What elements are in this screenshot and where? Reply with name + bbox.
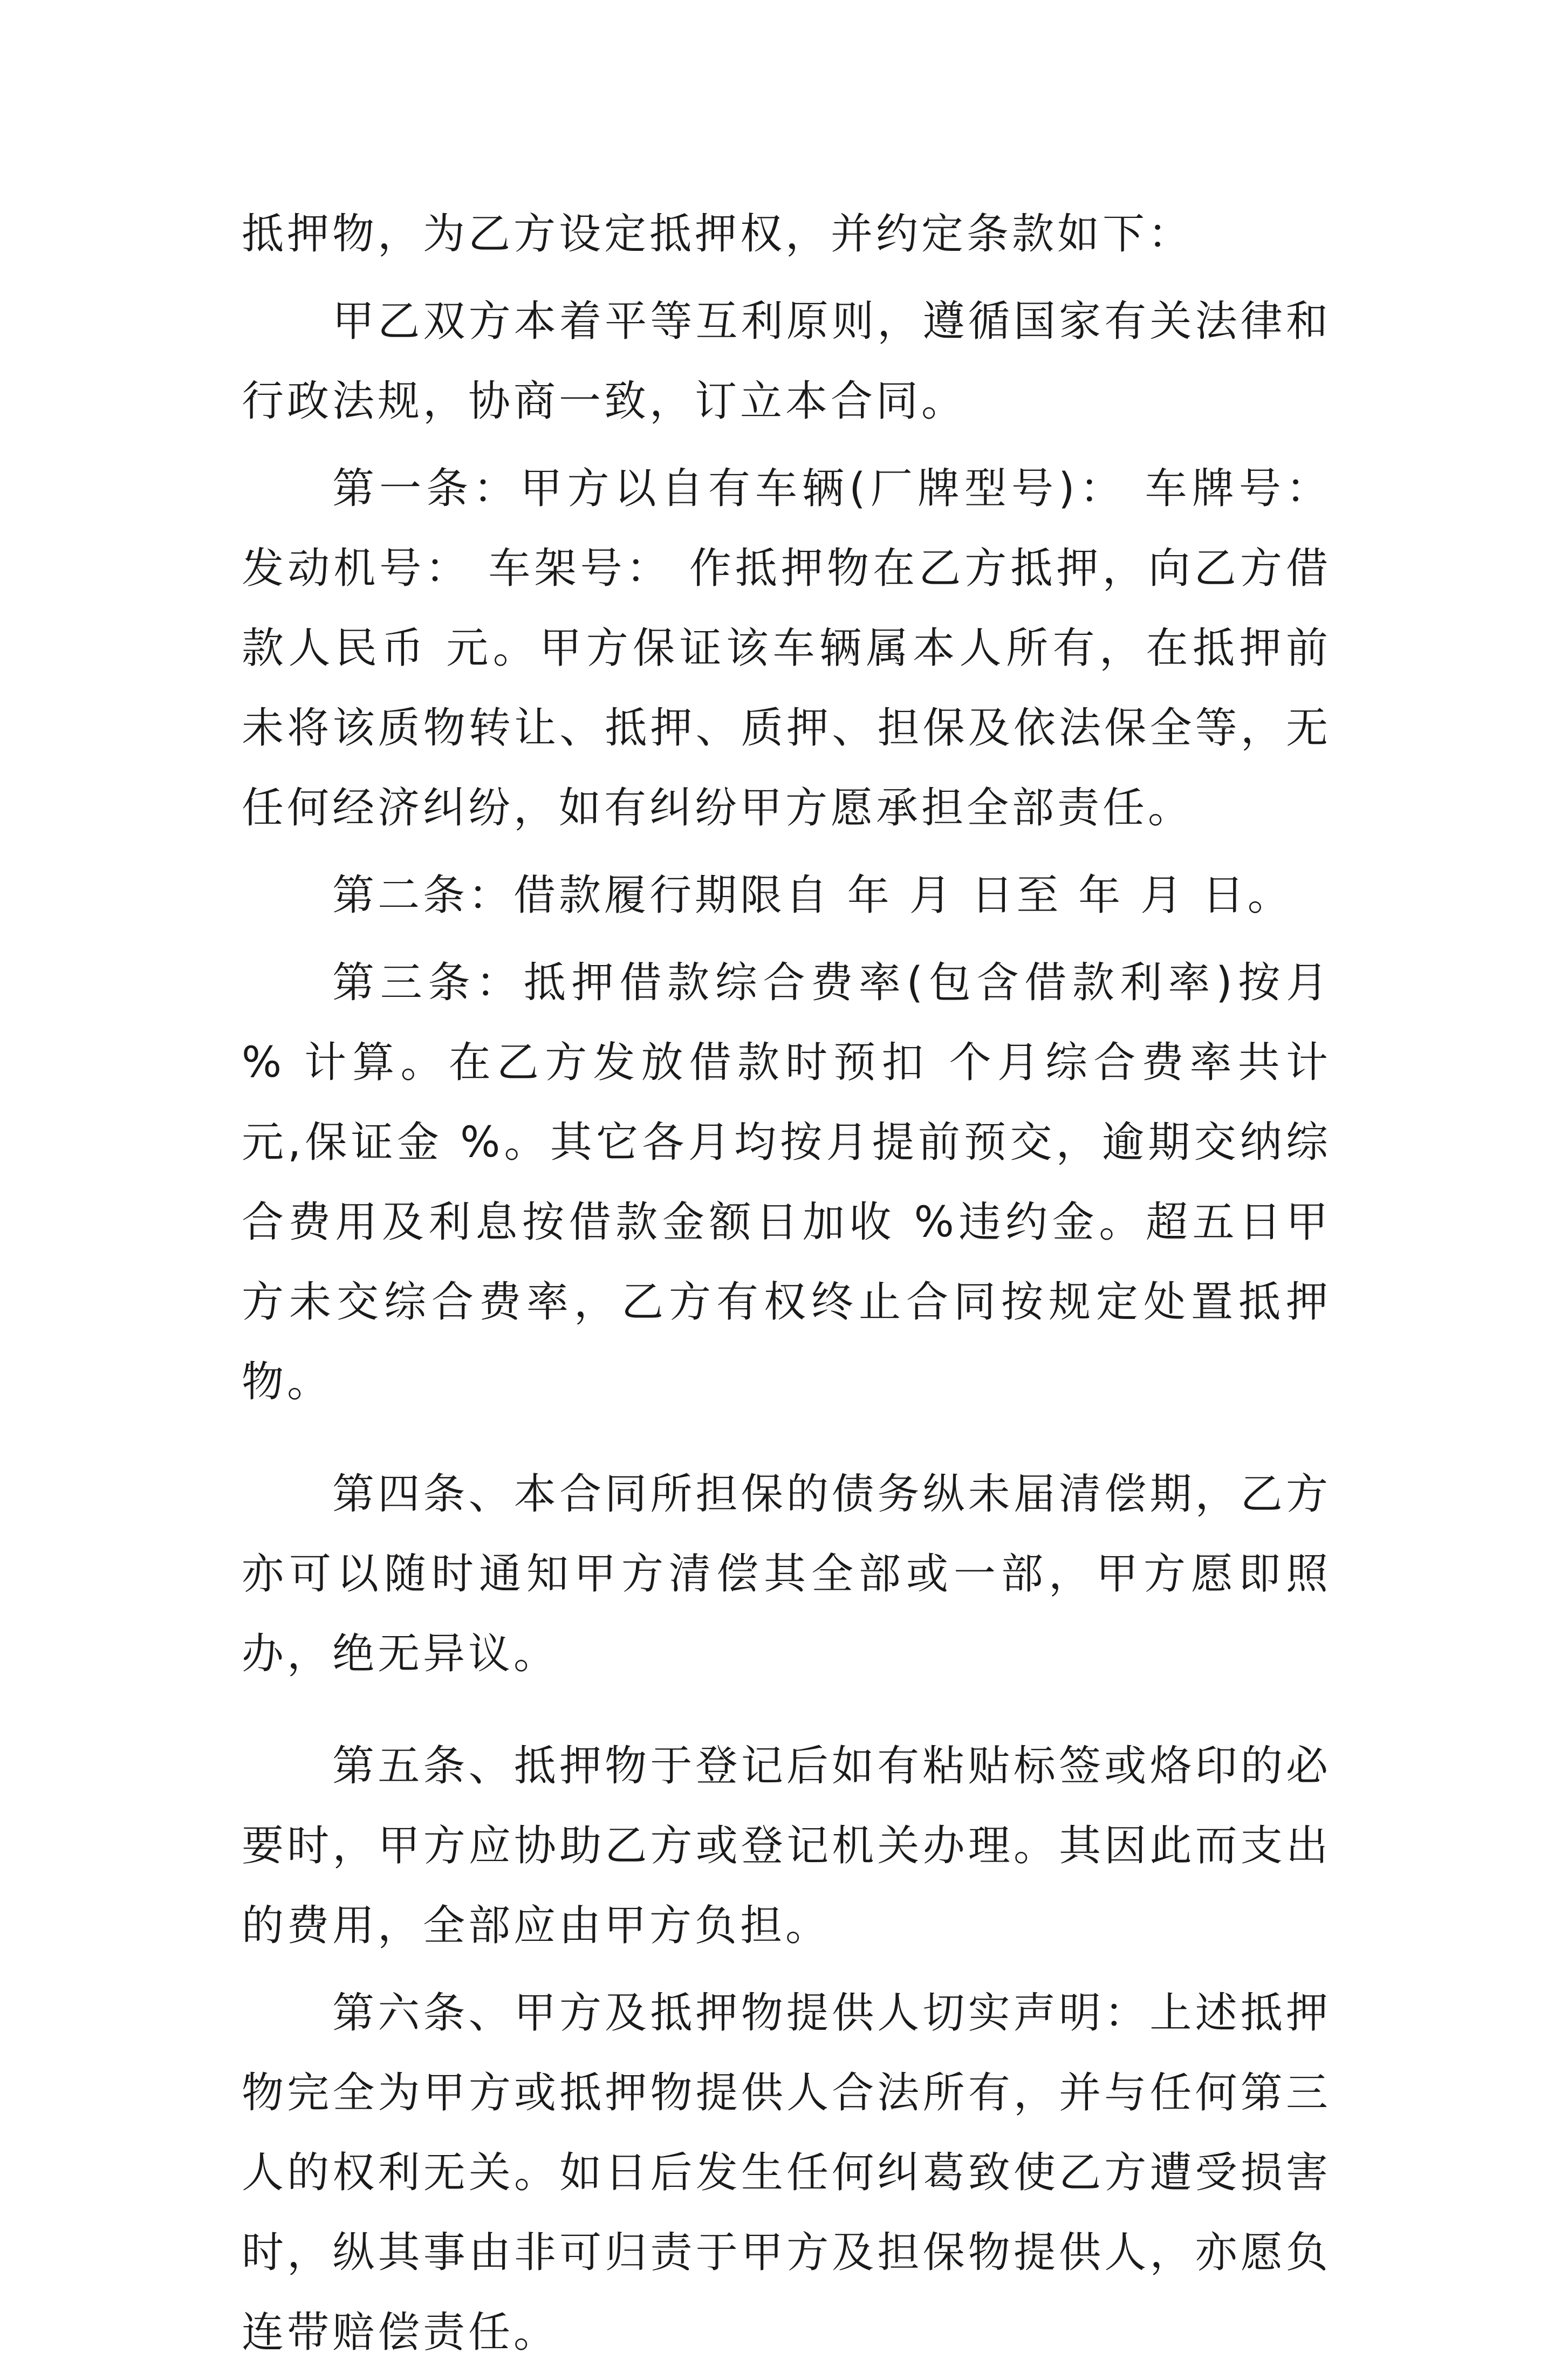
paragraph-article-2: 第二条：借款履行期限自 年 月 日至 年 月 日。 <box>332 871 1293 920</box>
paragraph-article-6: 第六条、甲方及抵押物提供人切实声明：上述抵押物完全为甲方或抵押物提供人合法所有，并与任何第三人的权利无关。如日后发生任何纠葛致使乙方遭受损害时，纵其事由非可归责于甲方及担保物提供人，亦愿负连带赔偿责任。 <box>242 1989 1331 2357</box>
paragraph-preamble: 甲乙双方本着平等互利原则，遵循国家有关法律和行政法规，协商一致，订立本合同。 <box>242 297 1331 426</box>
paragraph-article-4: 第四条、本合同所担保的债务纵未届清偿期，乙方亦可以随时通知甲方清偿其全部或一部，甲方愿即照办，绝无异议。 <box>242 1470 1331 1678</box>
paragraph-article-3: 第三条：抵押借款综合费率(包含借款利率)按月 % 计算。在乙方发放借款时预扣 个月综合费率共计 元,保证金 %。其它各月均按月提前预交，逾期交纳综合费用及利息按借款金额日加收 %违约金。超五日甲方未交综合费率，乙方有权终止合同按规定处置抵押物。 <box>242 959 1331 1406</box>
paragraph-article-1: 第一条：甲方以自有车辆(厂牌型号)： 车牌号： 发动机号： 车架号： 作抵押物在乙方抵押，向乙方借款人民币 元。甲方保证该车辆属本人所有，在抵押前未将该质物转让、抵押、质押、担保及依法保全等，无任何经济纠纷，如有纠纷甲方愿承担全部责任。 <box>242 464 1331 832</box>
paragraph-article-5: 第五条、抵押物于登记后如有粘贴标签或烙印的必要时，甲方应协助乙方或登记机关办理。其因此而支出的费用，全部应由甲方负担。 <box>242 1742 1331 1950</box>
document-body <box>242 194 1331 2380</box>
paragraph-continuation: 抵押物，为乙方设定抵押权，并约定条款如下： <box>242 210 1194 258</box>
